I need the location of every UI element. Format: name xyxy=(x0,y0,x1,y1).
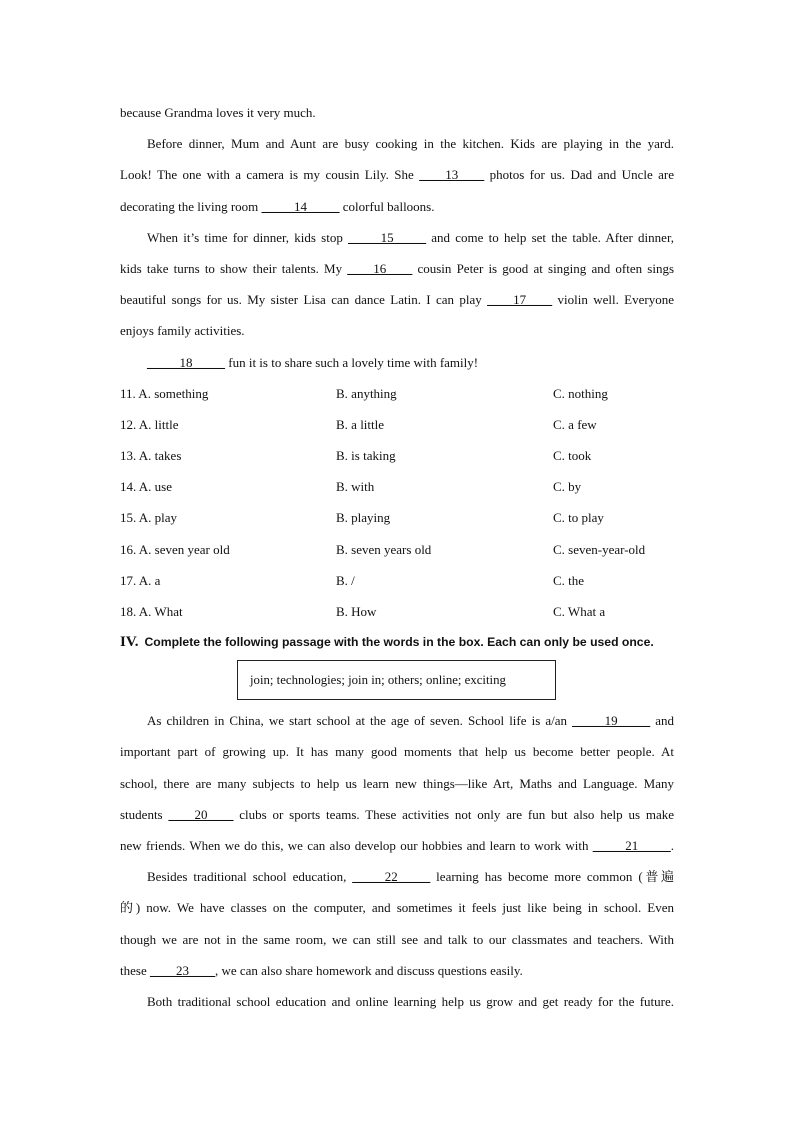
question-row xyxy=(120,565,674,596)
passage2-line xyxy=(120,861,674,892)
option-c: C. by xyxy=(553,479,582,495)
question-row xyxy=(120,502,674,533)
passage1-line xyxy=(120,222,674,253)
word-box-wrapper xyxy=(120,657,674,705)
option-b: B. is taking xyxy=(336,448,396,464)
text-run: these xyxy=(120,962,150,978)
text-run: When it’s time for dinner, kids stop xyxy=(147,229,349,245)
option-a: 17. A. a xyxy=(120,572,161,588)
passage1-line xyxy=(120,284,674,315)
option-c: C. a few xyxy=(553,416,597,432)
passage1-line xyxy=(120,347,674,378)
text-run: new friends. When we do this, we can also develop our hobbies and learn to work with xyxy=(120,837,593,853)
blank-23: ____23____ xyxy=(149,962,215,978)
passage1-line: enjoys family activities. xyxy=(120,323,245,339)
passage1-line xyxy=(120,253,674,284)
text-run: violin well. Everyone xyxy=(552,292,674,308)
section-instruction: Complete the following passage with the words in the box. Each can only be used once. xyxy=(144,635,654,650)
blank-19: _____19_____ xyxy=(572,713,651,729)
text-run: clubs or sports teams. These activities not only are fun but also help us make xyxy=(233,806,674,822)
option-a: 14. A. use xyxy=(120,479,172,495)
option-c: C. What a xyxy=(553,604,606,619)
text-run: and xyxy=(650,713,674,729)
passage2-line: 的) now. We have classes on the computer, and sometimes it feels just like being in school. Even xyxy=(120,900,674,916)
passage1-line xyxy=(120,191,674,222)
text-run: cousin Peter is good at singing and often sings xyxy=(412,260,675,276)
passage2-line: important part of growing up. It has many good moments that help us become better people. At xyxy=(120,744,674,760)
question-row xyxy=(120,440,674,471)
option-b: B. a little xyxy=(336,416,385,432)
option-b: B. with xyxy=(336,479,375,495)
passage2-line: though we are not in the same room, we can still see and talk to our classmates and teachers. With xyxy=(120,931,674,947)
option-a: 15. A. play xyxy=(120,510,178,526)
question-row xyxy=(120,409,674,440)
word-box: join; technologies; join in; others; online; exciting xyxy=(237,660,556,700)
blank-20: ____20____ xyxy=(168,806,234,822)
option-b: B. anything xyxy=(336,385,397,401)
blank-21: _____21_____ xyxy=(592,837,671,853)
question-row xyxy=(120,534,674,565)
passage2-line xyxy=(120,830,674,861)
text-run: colorful balloons. xyxy=(339,198,435,214)
option-c: C. nothing xyxy=(553,385,608,401)
blank-16: ____16____ xyxy=(347,260,413,276)
option-c: C. took xyxy=(553,448,592,464)
passage2-line xyxy=(120,705,674,736)
question-row xyxy=(120,471,674,502)
document-page xyxy=(120,97,674,1017)
option-c: C. the xyxy=(553,572,585,588)
option-a: 13. A. takes xyxy=(120,448,182,464)
passage2-line xyxy=(120,955,674,986)
blank-15: _____15_____ xyxy=(348,229,427,245)
section-numeral: IV. xyxy=(120,634,139,651)
text-run: beautiful songs for us. My sister Lisa can dance Latin. I can play xyxy=(120,292,488,308)
blank-17: ____17____ xyxy=(487,292,553,308)
passage2-line: school, there are many subjects to help us learn new things—like Art, Maths and Language. Many xyxy=(120,775,674,791)
section-heading xyxy=(120,627,674,657)
text-run: kids take turns to show their talents. My xyxy=(120,260,348,276)
question-row xyxy=(120,596,674,627)
option-a: 12. A. little xyxy=(120,416,179,432)
text-run: photos for us. Dad and Uncle are xyxy=(484,167,675,183)
text-run: and come to help set the table. After dinner, xyxy=(426,229,674,245)
option-b: B. playing xyxy=(336,510,391,526)
passage2-line xyxy=(120,799,674,830)
text-run: , we can also share homework and discuss questions easily. xyxy=(214,962,523,978)
text-run: Look! The one with a camera is my cousin Lily. She xyxy=(120,167,420,183)
option-b: B. How xyxy=(336,604,377,619)
blank-22: _____22_____ xyxy=(352,869,431,885)
text-run: . xyxy=(670,837,674,853)
text-run: students xyxy=(120,806,169,822)
option-a: 16. A. seven year old xyxy=(120,541,230,557)
text-run: decorating the living room xyxy=(120,198,262,214)
question-row xyxy=(120,378,674,409)
text-run: As children in China, we start school at the age of seven. School life is a/an xyxy=(147,713,573,729)
text-run: Besides traditional school education, xyxy=(147,869,353,885)
text-run: learning has become more common (普遍 xyxy=(430,869,674,885)
blank-18: _____18_____ xyxy=(147,354,225,370)
passage2-line: Both traditional school education and online learning help us grow and get ready for the future. xyxy=(147,993,674,1009)
passage1-line xyxy=(120,159,674,190)
blank-14: _____14_____ xyxy=(261,198,340,214)
option-c: C. to play xyxy=(553,510,604,526)
passage1-line: Before dinner, Mum and Aunt are busy cooking in the kitchen. Kids are playing in the yard. xyxy=(147,136,674,152)
question-list xyxy=(120,378,674,628)
text-run: fun it is to share such a lovely time with family! xyxy=(225,354,479,370)
option-b: B. seven years old xyxy=(336,541,432,557)
option-a: 18. A. What xyxy=(120,604,183,619)
passage1-line: because Grandma loves it very much. xyxy=(120,105,316,120)
option-a: 11. A. something xyxy=(120,385,209,401)
option-c: C. seven-year-old xyxy=(553,541,646,557)
blank-13: ____13____ xyxy=(419,167,485,183)
option-b: B. / xyxy=(336,572,355,588)
